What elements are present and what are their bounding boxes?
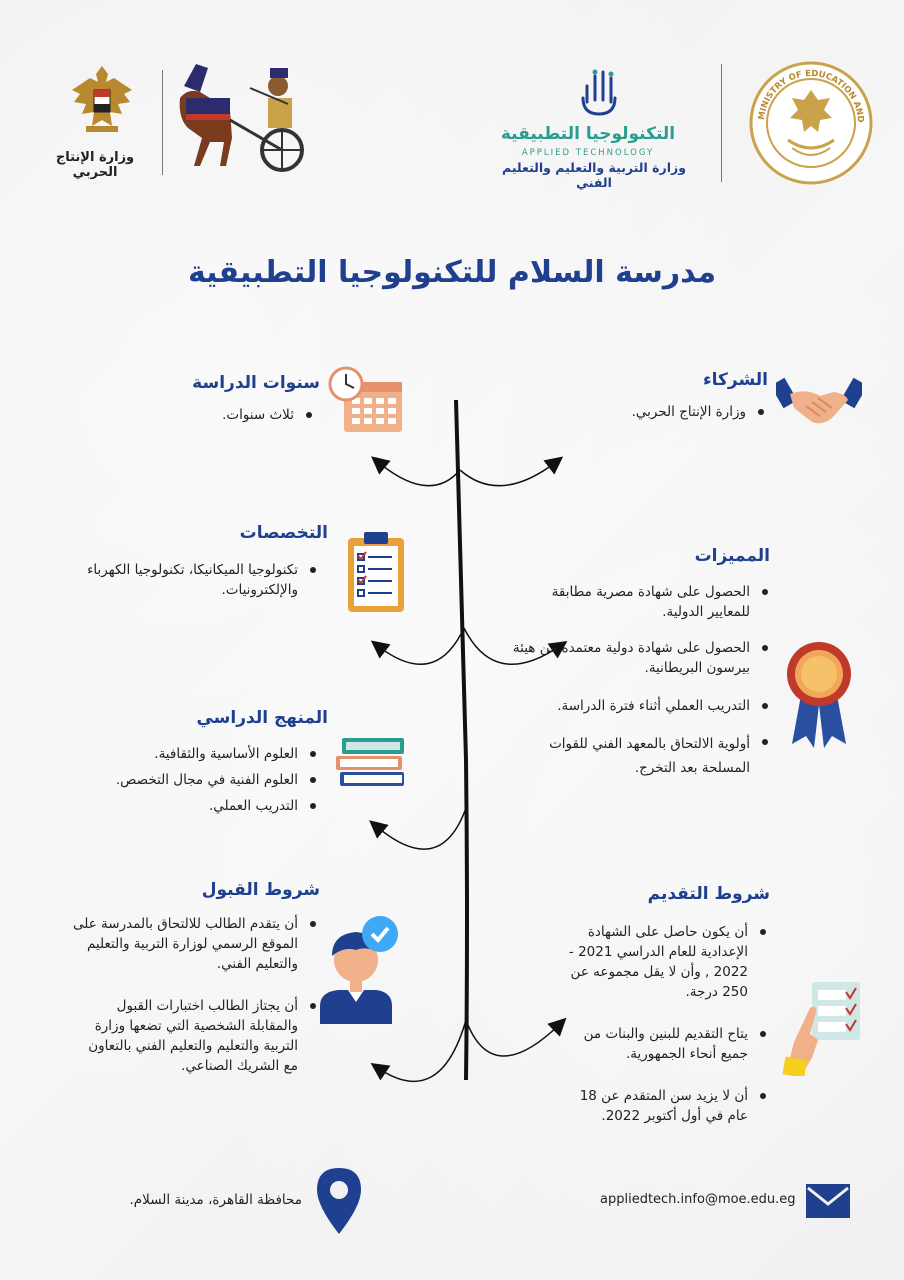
clipboard-checklist-icon (346, 532, 406, 614)
curriculum-list (70, 744, 320, 816)
list-item: الحصول على شهادة مصرية مطابقة للمعايير الدولية. (506, 582, 772, 622)
partners-list (560, 402, 768, 422)
handshake-icon (776, 372, 862, 432)
ministry-arabic: وزارة التربية والتعليم والتعليم الفني (502, 160, 686, 190)
admission-list (70, 914, 320, 1076)
list-item: ثلاث سنوات. (120, 405, 316, 425)
email-text[interactable]: appliedtech.info@moe.edu.eg (600, 1192, 796, 1207)
award-ribbon-icon (784, 640, 854, 750)
location-pin-icon (317, 1168, 361, 1234)
applied-tech-english: APPLIED TECHNOLOGY (521, 148, 655, 158)
verified-student-icon (316, 910, 406, 1024)
application-list (560, 922, 770, 1126)
specializations-list (80, 560, 320, 600)
application-heading: شروط التقديم (647, 884, 770, 904)
years-heading: سنوات الدراسة (192, 373, 320, 393)
checklist-hand-icon (782, 978, 862, 1076)
list-item: تكنولوجيا الميكانيكا، تكنولوجيا الكهرباء والإلكترونيات. (80, 560, 320, 600)
list-item: أن يتقدم الطالب للالتحاق بالمدرسة على الموقع الرسمي لوزارة التربية والتعليم والتعليم الفني. (70, 914, 320, 974)
list-item: يتاح التقديم للبنين والبنات من جميع أنحاء الجمهورية. (560, 1024, 770, 1064)
list-item: أن لا يزيد سن المتقدم عن 18 عام في أول أكتوبر 2022. (560, 1086, 770, 1126)
list-item: العلوم الفنية في مجال التخصص. (70, 770, 320, 790)
svg-text:MINISTRY OF EDUCATION AND TECH: MINISTRY OF EDUCATION AND (756, 68, 866, 123)
applied-tech-arabic: التكنولوجيا التطبيقية (500, 124, 676, 144)
books-stack-icon (336, 734, 408, 790)
years-list (120, 405, 316, 425)
features-list (506, 582, 772, 780)
list-item: أن يكون حاصل على الشهادة الإعدادية للعام الدراسي 2021 - 2022 , وأن لا يقل مجموعه عن 250 درجة. (560, 922, 770, 1002)
curriculum-heading: المنهج الدراسي (196, 708, 328, 728)
list-item: التدريب العملي أثناء فترة الدراسة. (506, 696, 772, 716)
military-ministry-caption: وزارة الإنتاج الحربي (55, 150, 135, 180)
page-title: مدرسة السلام للتكنولوجيا التطبيقية (187, 255, 717, 290)
mail-envelope-icon (806, 1184, 850, 1218)
list-item: الحصول على شهادة دولية معتمده من هيئة بيرسون البريطانية. (506, 638, 772, 678)
list-item: أولوية الالتحاق بالمعهد الفني للقوات المسلحة بعد التخرج. (506, 732, 772, 780)
list-item: العلوم الأساسية والثقافية. (70, 744, 320, 764)
list-item: أن يجتاز الطالب اختبارات القبول والمقابلة الشخصية التي تضعها وزارة التربية والتعليم والتعليم الفني بالتعاون مع الشريك الصناعي. (70, 996, 320, 1076)
features-heading: المميزات (694, 546, 770, 566)
list-item: التدريب العملي. (70, 796, 320, 816)
admission-heading: شروط القبول (201, 880, 320, 900)
specializations-heading: التخصصات (239, 523, 328, 543)
list-item: وزارة الإنتاج الحربي. (560, 402, 768, 422)
calendar-clock-icon (328, 366, 404, 434)
trunk-line (456, 400, 467, 1080)
address-text: محافظة القاهرة، مدينة السلام. (129, 1192, 302, 1208)
partners-heading: الشركاء (702, 370, 768, 390)
